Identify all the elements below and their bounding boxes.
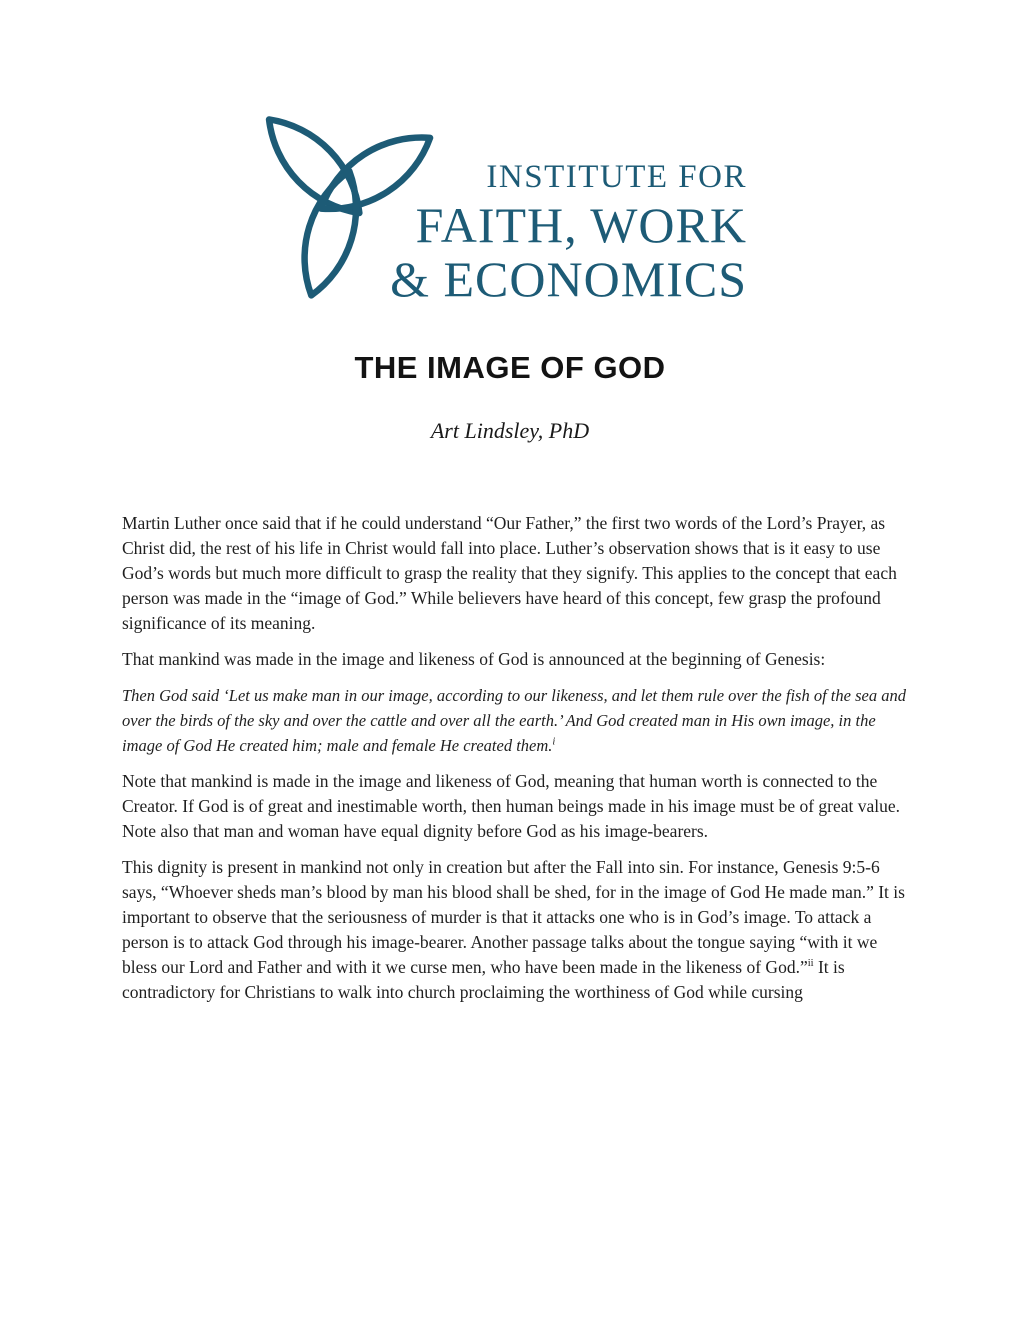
article-body [122, 511, 912, 1016]
logo-wordmark [295, 156, 747, 306]
page-title: THE IMAGE OF GOD [354, 350, 666, 385]
footnote-reference: ii [807, 958, 814, 970]
author-byline: Art Lindsley, PhD [430, 418, 590, 443]
logo-line-institute-for: INSTITUTE FOR [486, 159, 747, 195]
scripture-quote: Then God said ‘Let us make man in our image, according to our likeness, and let them rule over the fish of the sea and over the birds of the sky and over the cattle and over all the earth.’ And God created man in His own image, in the image of God He created him; male and female He created them.$^i$ [122, 686, 906, 755]
logo-line-economics: & ECONOMICS [390, 251, 747, 307]
paragraph: This dignity is present in mankind not only in creation but after the Fall into sin. For instance, Genesis 9:5-6 says, “Whoever sheds man’s blood by man his blood shall be shed, for in the image of God He made man.” It is important to observe that the seriousness of murder is that it attacks one who is in God’s image. To attack a person is to attack God through his image-bearer. Another passage talks about the tongue saying “with it we bless our Lord and Father and with it we curse men, who have been made in the likeness of God.”$^{ii}$ It is contradictory for Christians to walk into church proclaiming the worthiness of God while cursing [122, 857, 905, 1002]
paragraph: Martin Luther once said that if he could understand “Our Father,” the first two words of the Lord’s Prayer, as Christ did, the rest of his life in Christ would fall into place. Luther’s observation shows that is it easy to use God’s words but much more difficult to grasp the reality that they signify. This applies to the concept that each person was made in the “image of God.” While believers have heard of this concept, few grasp the profound significance of its meaning. [122, 513, 897, 633]
footnote-reference: i [552, 736, 556, 748]
paragraph: Note that mankind is made in the image and likeness of God, meaning that human worth is connected to the Creator. If God is of great and inestimable worth, then human beings made in his image must be of great value. Note also that man and woman have equal dignity before God as his image-bearers. [122, 771, 901, 841]
logo-line-faith-work: FAITH, WORK [415, 197, 747, 253]
paragraph: That mankind was made in the image and likeness of God is announced at the beginning of Genesis: [122, 649, 826, 669]
